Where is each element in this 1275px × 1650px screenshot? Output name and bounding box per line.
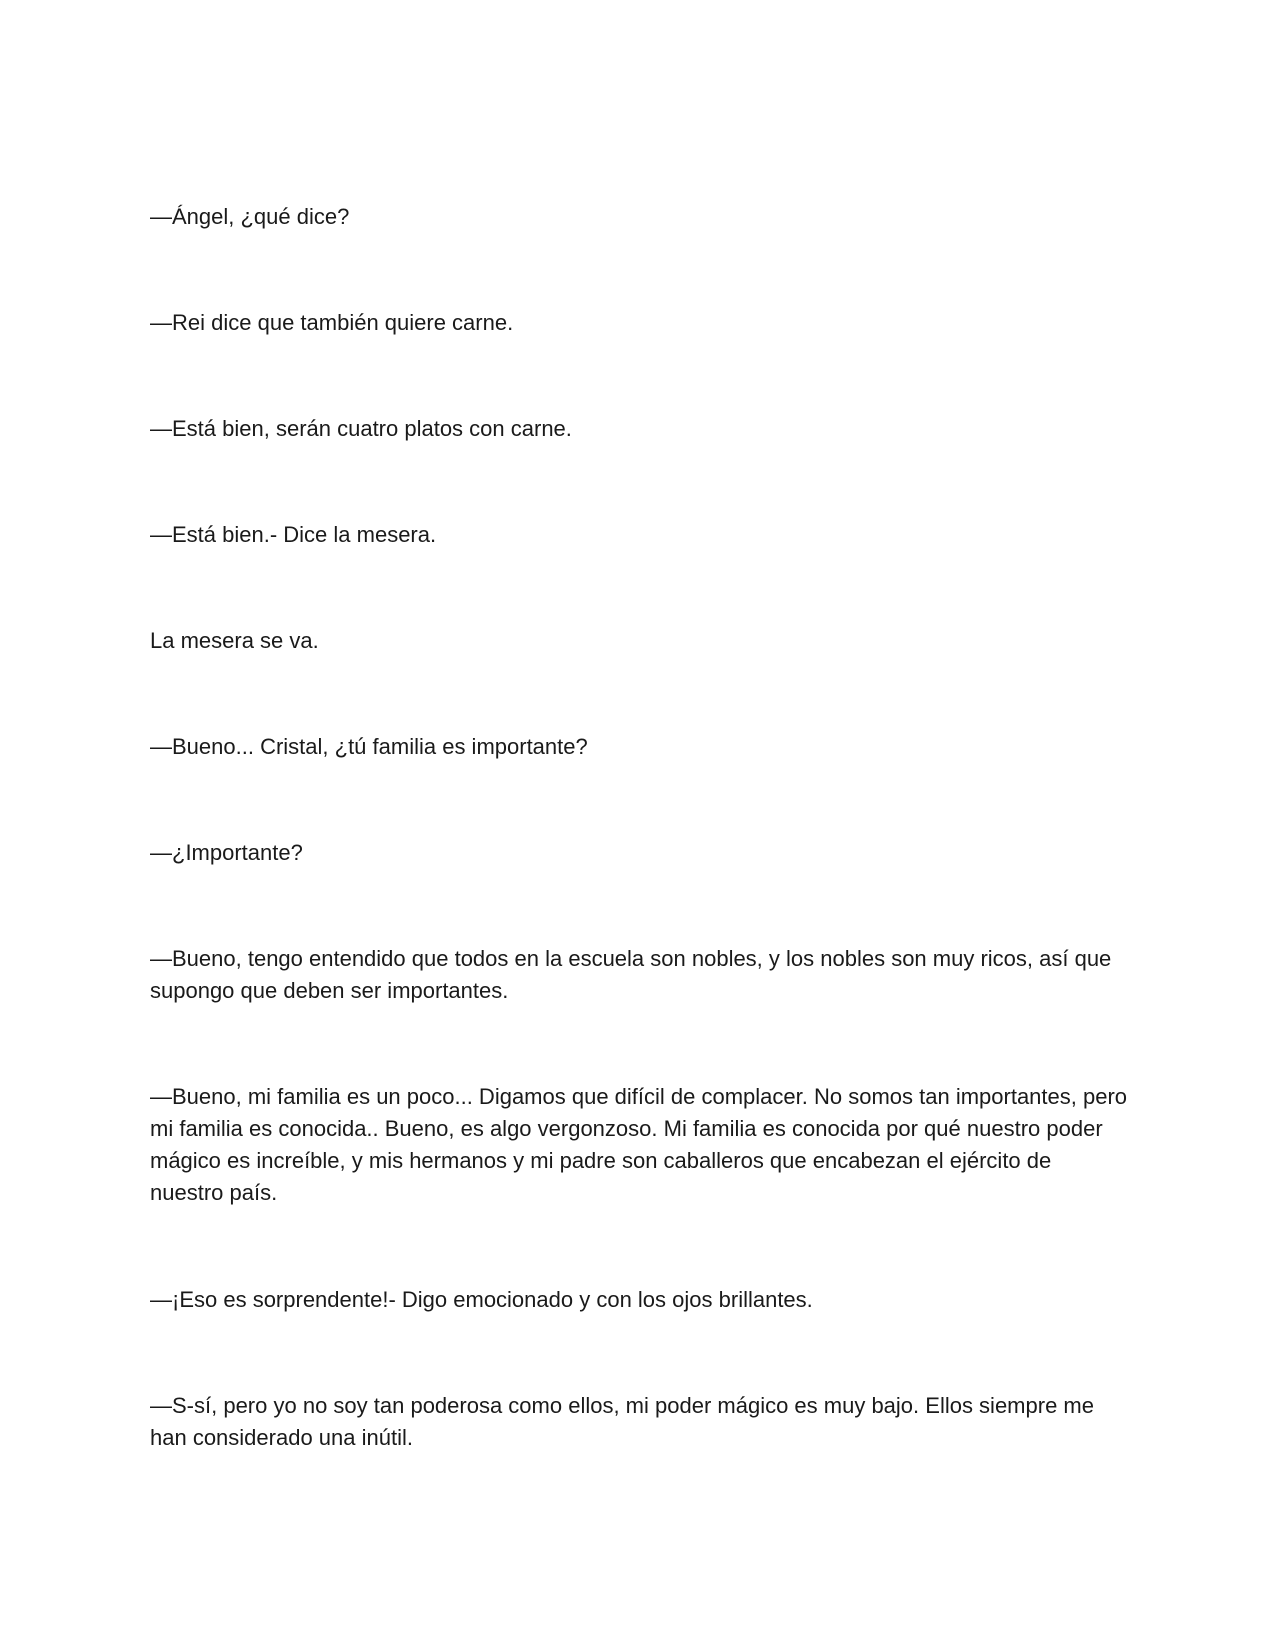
paragraph: —S-sí, pero yo no soy tan poderosa como ellos, mi poder mágico es muy bajo. Ellos siempre me han considerado una inútil. bbox=[150, 1393, 1094, 1450]
paragraph: —¿Importante? bbox=[150, 840, 303, 865]
paragraph: —Ángel, ¿qué dice? bbox=[150, 204, 350, 229]
paragraph: La mesera se va. bbox=[150, 628, 319, 653]
paragraph: —Bueno, mi familia es un poco... Digamos que difícil de complacer. No somos tan importantes, pero mi familia es conocida.. Bueno, es algo vergonzoso. Mi familia es conocida por qué nuestro poder mágico es increíble, y mis hermanos y mi padre son caballeros que encabezan el ejército de nuestro país. bbox=[150, 1084, 1128, 1205]
paragraph: —Bueno, tengo entendido que todos en la escuela son nobles, y los nobles son muy ricos, así que supongo que deben ser importantes. bbox=[150, 946, 1112, 1003]
paragraph: —Rei dice que también quiere carne. bbox=[150, 310, 514, 335]
paragraph: —¡Eso es sorprendente!- Digo emocionado y con los ojos brillantes. bbox=[150, 1287, 813, 1312]
paragraph: —Bueno... Cristal, ¿tú familia es importante? bbox=[150, 734, 588, 759]
paragraph: —Está bien, serán cuatro platos con carne. bbox=[150, 416, 572, 441]
paragraph: —Está bien.- Dice la mesera. bbox=[150, 522, 437, 547]
